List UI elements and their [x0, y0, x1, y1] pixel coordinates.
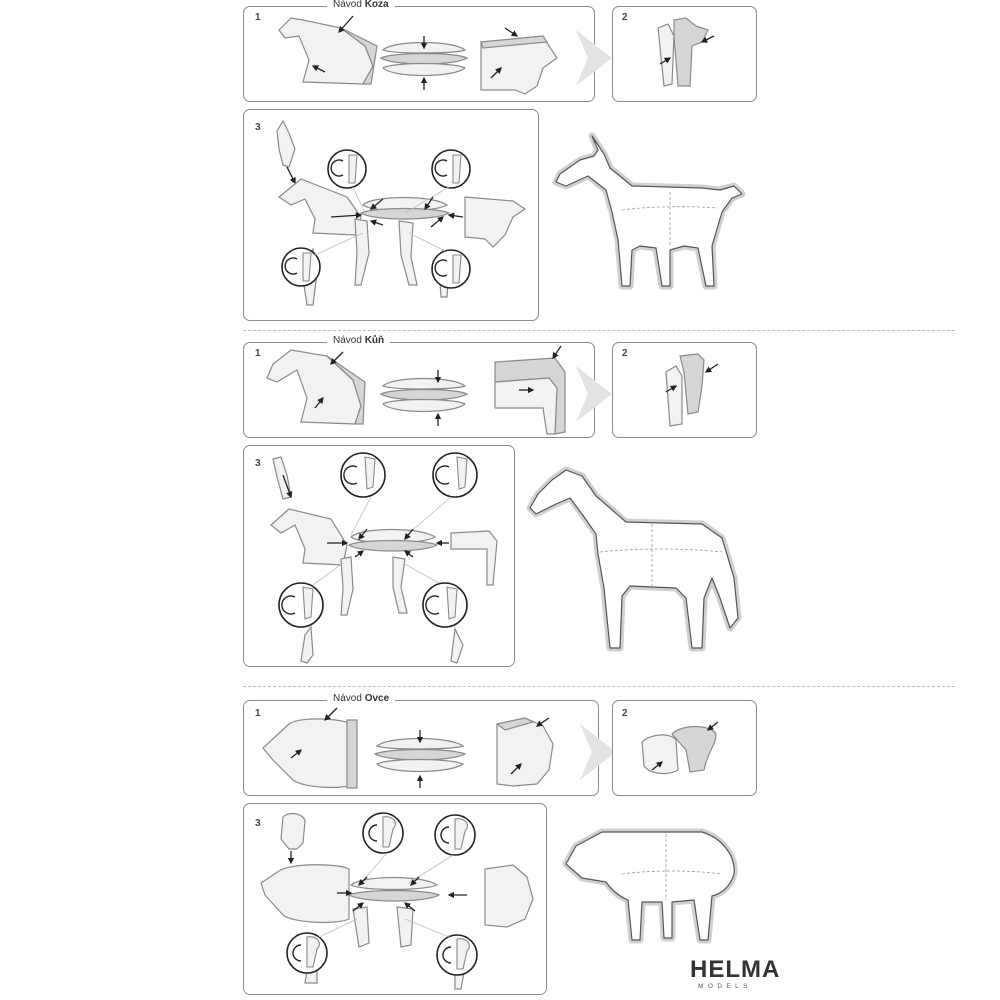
goat-neck-part	[277, 121, 295, 167]
koza-step3-number: 3	[255, 122, 261, 133]
kun-step3-illustration	[243, 445, 515, 667]
goat-rear-part	[481, 36, 557, 94]
koza-step2-number: 2	[622, 12, 628, 23]
chevron-right-icon	[574, 364, 614, 424]
koza-title-prefix: Návod	[333, 0, 362, 10]
goat-assembled-illustration	[552, 136, 752, 301]
koza-step3-illustration	[243, 109, 539, 321]
horse-assembled-illustration	[526, 468, 746, 658]
ovce-title-name: Ovce	[364, 693, 390, 704]
horse-head-body-part	[267, 350, 365, 424]
sheep-rear-part	[497, 718, 553, 786]
kun-step1-illustration	[243, 342, 595, 438]
brand-name: HELMA	[690, 956, 781, 983]
ovce-step1-illustration	[243, 700, 599, 796]
sheep-front-part	[263, 719, 357, 788]
goat-rear-body-part	[465, 197, 525, 247]
koza-step2-illustration	[612, 6, 757, 102]
kun-step3-number: 3	[255, 458, 261, 469]
goat-head-body-part	[279, 18, 377, 84]
horse-body-slices-part	[381, 379, 467, 412]
helma-logo	[690, 956, 781, 990]
sheep-body-slices-part	[375, 739, 465, 772]
kun-step2-illustration	[612, 342, 757, 438]
goat-body-part	[361, 198, 449, 220]
kun-step1-number: 1	[255, 348, 261, 359]
ovce-step2-number: 2	[622, 708, 628, 719]
ovce-title-prefix: Návod	[333, 693, 362, 704]
section-divider	[243, 330, 955, 331]
kun-step2-number: 2	[622, 348, 628, 359]
kun-title-prefix: Návod	[333, 335, 362, 346]
koza-step1-illustration	[243, 6, 595, 102]
brand-subtitle: MODELS	[698, 983, 752, 990]
ovce-step1-number: 1	[255, 708, 261, 719]
chevron-right-icon	[574, 28, 614, 88]
section-divider	[243, 686, 955, 687]
ovce-step3-illustration	[243, 803, 547, 995]
koza-step1-number: 1	[255, 12, 261, 23]
ovce-step2-illustration	[612, 700, 757, 796]
horse-rear-part	[495, 358, 565, 434]
ovce-step3-number: 3	[255, 818, 261, 829]
koza-title-name: Koza	[364, 0, 389, 10]
sheep-assembled-illustration	[562, 828, 742, 948]
kun-title-name: Kůň	[364, 335, 385, 346]
